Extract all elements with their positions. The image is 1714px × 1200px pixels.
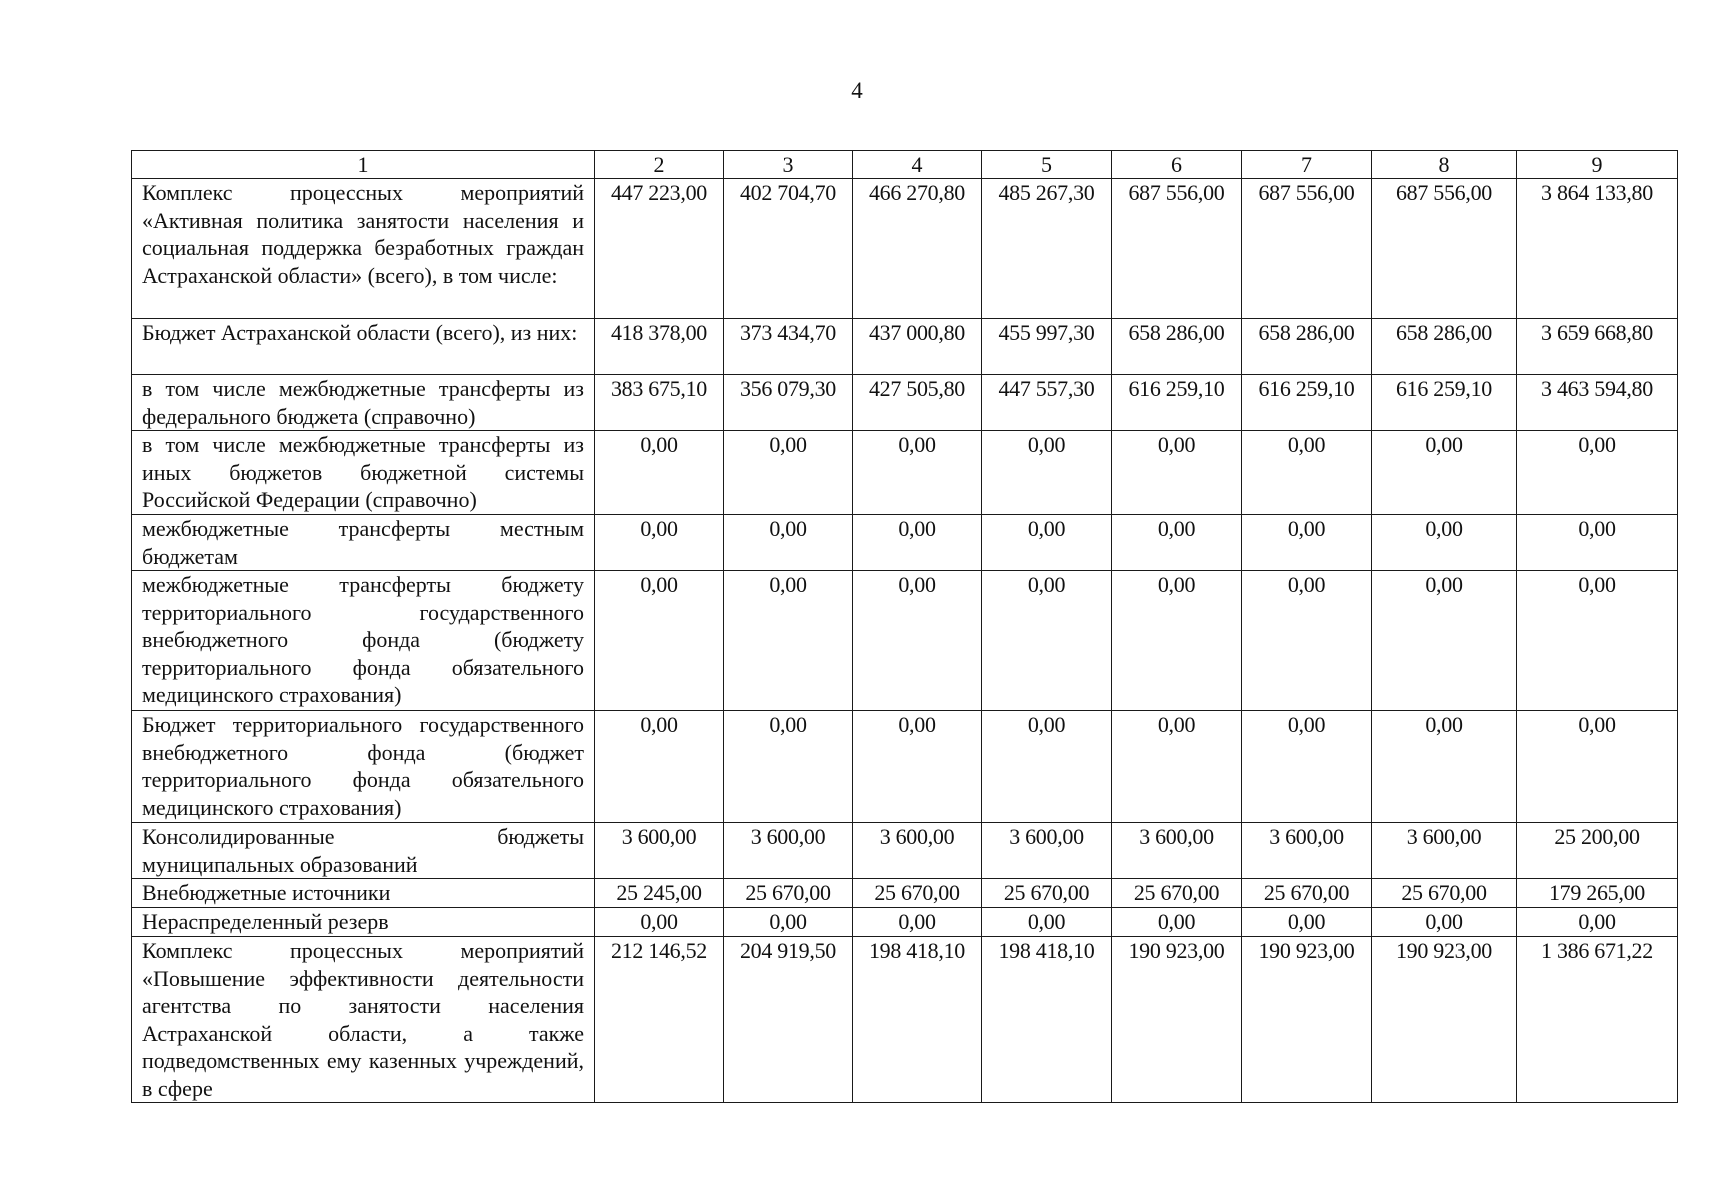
value-cell: 0,00	[1372, 711, 1517, 823]
table-row	[132, 319, 1678, 375]
value-cell: 616 259,10	[1372, 375, 1517, 431]
value-cell: 198 418,10	[982, 937, 1112, 1103]
column-header: 8	[1372, 151, 1517, 179]
value-cell: 0,00	[1517, 711, 1678, 823]
value-cell: 0,00	[1112, 431, 1242, 515]
column-header: 5	[982, 151, 1112, 179]
table-row	[132, 937, 1678, 1103]
table-row	[132, 431, 1678, 515]
row-label: Комплекс процессных мероприятий «Повышение эффективности деятельности агентства по занятости населения Астраханской области, а также подведомственных ему казенных учреждений, в сфере	[132, 937, 595, 1103]
value-cell: 466 270,80	[853, 179, 982, 319]
value-cell: 0,00	[853, 711, 982, 823]
value-cell: 356 079,30	[724, 375, 853, 431]
value-cell: 0,00	[724, 571, 853, 711]
value-cell: 3 659 668,80	[1517, 319, 1678, 375]
value-cell: 0,00	[982, 515, 1112, 571]
value-cell: 0,00	[853, 431, 982, 515]
value-cell: 437 000,80	[853, 319, 982, 375]
value-cell: 485 267,30	[982, 179, 1112, 319]
column-header: 1	[132, 151, 595, 179]
value-cell: 0,00	[724, 711, 853, 823]
value-cell: 0,00	[595, 431, 724, 515]
page-number: 4	[851, 78, 863, 103]
value-cell: 0,00	[595, 515, 724, 571]
value-cell: 3 463 594,80	[1517, 375, 1678, 431]
value-cell: 25 670,00	[1372, 879, 1517, 908]
value-cell: 0,00	[1242, 515, 1372, 571]
value-cell: 373 434,70	[724, 319, 853, 375]
value-cell: 616 259,10	[1242, 375, 1372, 431]
value-cell: 25 670,00	[1112, 879, 1242, 908]
value-cell: 658 286,00	[1372, 319, 1517, 375]
budget-table	[131, 150, 1678, 1103]
value-cell: 1 386 671,22	[1517, 937, 1678, 1103]
column-header: 2	[595, 151, 724, 179]
value-cell: 25 670,00	[724, 879, 853, 908]
value-cell: 402 704,70	[724, 179, 853, 319]
value-cell: 204 919,50	[724, 937, 853, 1103]
row-label: Бюджет территориального государственного внебюджетного фонда (бюджет территориального фонда обязательного медицинского страхования)	[132, 711, 595, 823]
value-cell: 179 265,00	[1517, 879, 1678, 908]
value-cell: 0,00	[1242, 431, 1372, 515]
value-cell: 0,00	[982, 908, 1112, 937]
value-cell: 0,00	[853, 515, 982, 571]
value-cell: 0,00	[1112, 711, 1242, 823]
value-cell: 198 418,10	[853, 937, 982, 1103]
column-header: 7	[1242, 151, 1372, 179]
value-cell: 383 675,10	[595, 375, 724, 431]
value-cell: 0,00	[1112, 515, 1242, 571]
value-cell: 0,00	[724, 908, 853, 937]
column-header: 9	[1517, 151, 1678, 179]
row-label: Консолидированные бюджеты муниципальных образований	[132, 823, 595, 879]
value-cell: 455 997,30	[982, 319, 1112, 375]
value-cell: 0,00	[1517, 515, 1678, 571]
table-header-row	[132, 151, 1678, 179]
value-cell: 3 600,00	[595, 823, 724, 879]
table-row	[132, 375, 1678, 431]
value-cell: 0,00	[595, 908, 724, 937]
value-cell: 418 378,00	[595, 319, 724, 375]
value-cell: 25 670,00	[982, 879, 1112, 908]
column-header: 4	[853, 151, 982, 179]
column-header: 6	[1112, 151, 1242, 179]
value-cell: 3 600,00	[724, 823, 853, 879]
value-cell: 658 286,00	[1242, 319, 1372, 375]
value-cell: 687 556,00	[1242, 179, 1372, 319]
value-cell: 0,00	[1517, 908, 1678, 937]
table-row	[132, 179, 1678, 319]
value-cell: 3 600,00	[1372, 823, 1517, 879]
value-cell: 25 200,00	[1517, 823, 1678, 879]
row-label: Комплекс процессных мероприятий «Активная политика занятости населения и социальная поддержка безработных граждан Астраханской области» (всего), в том числе:	[132, 179, 595, 319]
row-label: Внебюджетные источники	[132, 879, 595, 908]
value-cell: 0,00	[595, 571, 724, 711]
value-cell: 0,00	[1242, 711, 1372, 823]
value-cell: 687 556,00	[1112, 179, 1242, 319]
row-label: Бюджет Астраханской области (всего), из них:	[132, 319, 595, 375]
value-cell: 3 600,00	[982, 823, 1112, 879]
table-row	[132, 571, 1678, 711]
value-cell: 427 505,80	[853, 375, 982, 431]
value-cell: 25 670,00	[1242, 879, 1372, 908]
row-label: Нераспределенный резерв	[132, 908, 595, 937]
value-cell: 0,00	[595, 711, 724, 823]
value-cell: 3 600,00	[1242, 823, 1372, 879]
value-cell: 616 259,10	[1112, 375, 1242, 431]
value-cell: 0,00	[853, 908, 982, 937]
value-cell: 687 556,00	[1372, 179, 1517, 319]
value-cell: 0,00	[1372, 571, 1517, 711]
value-cell: 0,00	[853, 571, 982, 711]
value-cell: 3 864 133,80	[1517, 179, 1678, 319]
value-cell: 0,00	[1242, 571, 1372, 711]
value-cell: 25 670,00	[853, 879, 982, 908]
value-cell: 0,00	[1372, 515, 1517, 571]
row-label: межбюджетные трансферты местным бюджетам	[132, 515, 595, 571]
value-cell: 0,00	[982, 711, 1112, 823]
value-cell: 0,00	[982, 431, 1112, 515]
value-cell: 190 923,00	[1372, 937, 1517, 1103]
table-row	[132, 711, 1678, 823]
value-cell: 0,00	[1517, 571, 1678, 711]
row-label: в том числе межбюджетные трансферты из иных бюджетов бюджетной системы Российской Федерации (справочно)	[132, 431, 595, 515]
value-cell: 25 245,00	[595, 879, 724, 908]
value-cell: 0,00	[982, 571, 1112, 711]
value-cell: 190 923,00	[1242, 937, 1372, 1103]
column-header: 3	[724, 151, 853, 179]
value-cell: 0,00	[724, 431, 853, 515]
table-row	[132, 823, 1678, 879]
value-cell: 0,00	[724, 515, 853, 571]
value-cell: 0,00	[1112, 908, 1242, 937]
value-cell: 3 600,00	[853, 823, 982, 879]
table-row	[132, 908, 1678, 937]
row-label: в том числе межбюджетные трансферты из федерального бюджета (справочно)	[132, 375, 595, 431]
value-cell: 190 923,00	[1112, 937, 1242, 1103]
table-row	[132, 879, 1678, 908]
row-label: межбюджетные трансферты бюджету территориального государственного внебюджетного фонда (бюджету территориального фонда обязательного медицинского страхования)	[132, 571, 595, 711]
value-cell: 0,00	[1372, 908, 1517, 937]
value-cell: 0,00	[1112, 571, 1242, 711]
value-cell: 0,00	[1517, 431, 1678, 515]
value-cell: 658 286,00	[1112, 319, 1242, 375]
value-cell: 447 557,30	[982, 375, 1112, 431]
value-cell: 212 146,52	[595, 937, 724, 1103]
value-cell: 0,00	[1242, 908, 1372, 937]
value-cell: 447 223,00	[595, 179, 724, 319]
value-cell: 3 600,00	[1112, 823, 1242, 879]
table-row	[132, 515, 1678, 571]
value-cell: 0,00	[1372, 431, 1517, 515]
